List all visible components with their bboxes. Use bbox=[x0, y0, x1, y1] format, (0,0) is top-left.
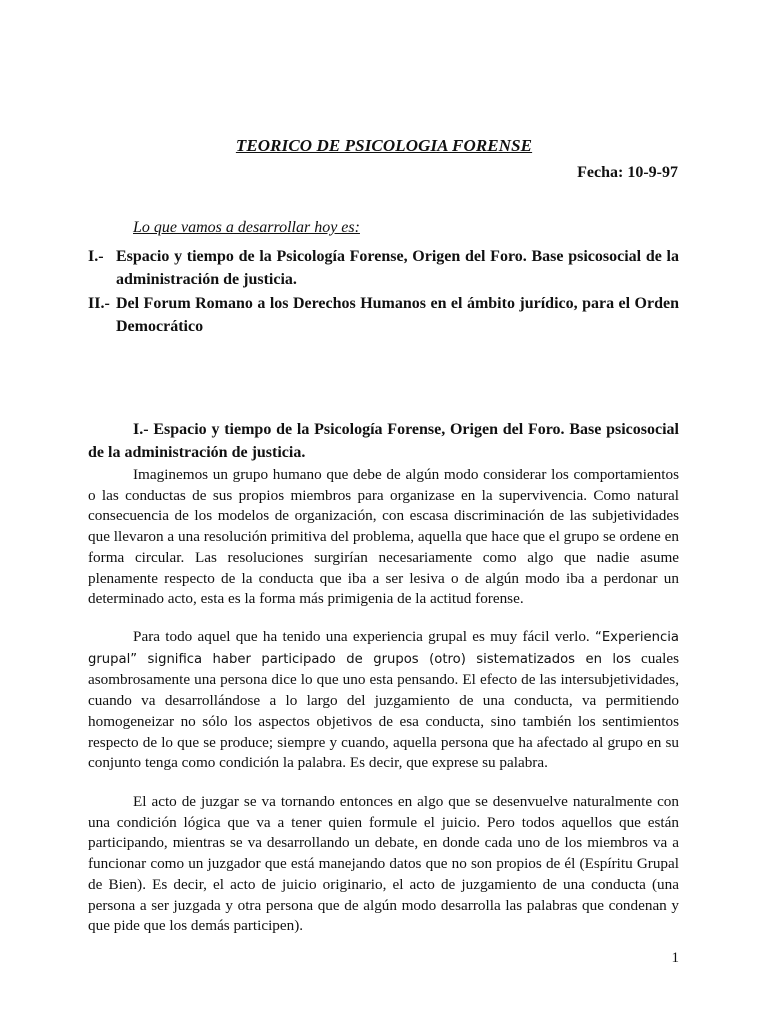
agenda-item bbox=[88, 292, 679, 338]
page-number: 1 bbox=[671, 950, 679, 966]
body-paragraph: El acto de juzgar se va tornando entonces en algo que se desenvuelve naturalmente con una condición lógica que va a tener quien formule el juicio. Pero todos aquellos que están participando, mientras se va desarrollando un debate, en donde cada uno de los miembros va a funcionar como un juzgador que está manejando datos que no son propios de él (Espíritu Grupal de Bien). Es decir, el acto de juicio originario, el acto de juzgamiento de una conducta (una persona a ser juzgada y otra persona que de algún modo desarrolla las palabras que condenan y que pide que los demás participen). bbox=[88, 793, 679, 935]
document-date: Fecha: 10-9-97 bbox=[577, 164, 678, 181]
agenda-item-text: Del Forum Romano a los Derechos Humanos en el ámbito jurídico, para el Orden Democrático bbox=[116, 295, 679, 335]
paragraph-text: cuales asombrosamente una persona dice lo que uno esta pensando. El efecto de las intersubjetividades, cuando va desarrollándose a lo largo del juzgamiento de una conducta, va permitiendo homogeneizar no sólo los aspectos objetivos de esa conducta, sino también los sentimientos respecto de lo que se produce; siempre y cuando, aquella persona que ha afectado al grupo en su conjunto tenga como condición la palabra. Es decir, que exprese su palabra. bbox=[88, 649, 680, 772]
document-title: TEORICO DE PSICOLOGIA FORENSE bbox=[235, 136, 533, 155]
agenda-item bbox=[88, 245, 679, 291]
agenda-item-number: II.- bbox=[88, 295, 110, 312]
agenda-item-number: I.- bbox=[88, 248, 104, 265]
agenda-item-text: Espacio y tiempo de la Psicología Forense, Origen del Foro. Base psicosocial de la administración de justicia. bbox=[116, 248, 679, 288]
paragraph-text-alt-font: “Experiencia grupal” significa haber participado de grupos (otro) sistematizados en los bbox=[88, 630, 679, 667]
section-heading: I.- Espacio y tiempo de la Psicología Forense, Origen del Foro. Base psicosocial de la administración de justicia. bbox=[88, 421, 679, 461]
body-paragraph: Imaginemos un grupo humano que debe de algún modo considerar los comportamientos o las conductas de sus propios miembros para organizase en la supervivencia. Como natural consecuencia de los modelos de organización, con escasa discriminación de las subjetividades que llevaron a una resolución primitiva del problema, aquella que hace que el grupo se ordene en forma circular. Las resoluciones surgirían necesariamente como algo que nadie asume plenamente respecto de la conducta que iba a ser lesiva o de algún modo iba a perdonar un determinado acto, esta es la forma más primigenia de la actitud forense. bbox=[88, 466, 679, 608]
body-paragraph bbox=[88, 627, 679, 774]
agenda-intro: Lo que vamos a desarrollar hoy es: bbox=[133, 219, 360, 236]
paragraph-text: Para todo aquel que ha tenido una experiencia grupal es muy fácil verlo. bbox=[133, 628, 595, 645]
